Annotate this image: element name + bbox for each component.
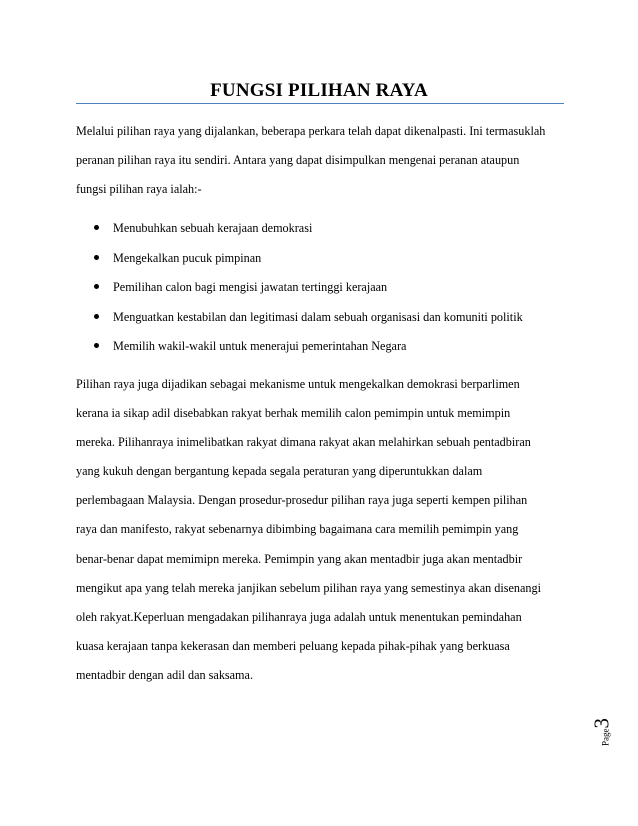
- intro-paragraph: [76, 124, 576, 211]
- paragraph-line: oleh rakyat.Keperluan mengadakan pilihanraya juga adalah untuk menentukan pemindahan: [76, 609, 522, 624]
- list-item: [76, 310, 523, 340]
- list-item: [76, 280, 523, 310]
- list-item-text: Pemilihan calon bagi mengisi jawatan tertinggi kerajaan: [113, 280, 388, 295]
- bullet-icon: [94, 343, 99, 348]
- list-item: [76, 251, 523, 281]
- title-underline: [76, 103, 564, 104]
- bullet-icon: [94, 255, 99, 260]
- paragraph-line: Pilihan raya juga dijadikan sebagai mekanisme untuk mengekalkan demokrasi berparlimen: [76, 377, 520, 391]
- paragraph-line: mentadbir dengan adil dan saksama.: [76, 667, 253, 682]
- list-item: [76, 221, 523, 251]
- list-item-text: Menguatkan kestabilan dan legitimasi dalam sebuah organisasi dan komuniti politik: [113, 309, 523, 324]
- paragraph-line: perlembagaan Malaysia. Dengan prosedur-prosedur pilihan raya juga seperti kempen pilihan: [76, 493, 528, 508]
- paragraph-line: kerana ia sikap adil disebabkan rakyat berhak memilih calon pemimpin untuk memimpin: [76, 406, 511, 421]
- paragraph-line: fungsi pilihan raya ialah:-: [76, 182, 202, 196]
- list-item: [76, 339, 523, 369]
- paragraph-line: benar-benar dapat memimipn mereka. Pemimpin yang akan mentadbir juga akan mentadbir: [76, 551, 523, 566]
- paragraph-line: yang kukuh dengan bergantung kepada segala peraturan yang diperuntukkan dalam: [76, 464, 483, 479]
- paragraph-line: mengikut apa yang telah mereka janjikan sebelum pilihan raya yang semestinya akan disenangi: [76, 580, 541, 595]
- list-item-text: Mengekalkan pucuk pimpinan: [113, 250, 262, 265]
- bullet-icon: [94, 225, 99, 230]
- bullet-icon: [94, 284, 99, 289]
- bullet-icon: [94, 314, 99, 319]
- paragraph-line: mereka. Pilihanraya inimelibatkan rakyat dimana rakyat akan melahirkan sebuah pentadbiran: [76, 435, 531, 450]
- paragraph-line: Melalui pilihan raya yang dijalankan, beberapa perkara telah dapat dikenalpasti. Ini termasuklah: [76, 124, 546, 138]
- body-paragraph: [76, 377, 576, 697]
- list-item-text: Memilih wakil-wakil untuk menerajui pemerintahan Negara: [113, 339, 407, 354]
- page-title: FUNGSI PILIHAN RAYA: [210, 80, 428, 101]
- page-number: 3: [589, 718, 614, 729]
- function-list: [76, 221, 523, 369]
- page-number-label: [588, 708, 616, 756]
- page-word: Page: [600, 728, 611, 746]
- paragraph-line: kuasa kerajaan tanpa kekerasan dan memberi peluang kepada pihak-pihak yang berkuasa: [76, 638, 510, 653]
- list-item-text: Menubuhkan sebuah kerajaan demokrasi: [113, 221, 313, 235]
- paragraph-line: peranan pilihan raya itu sendiri. Antara yang dapat disimpulkan mengenai peranan ataupun: [76, 153, 520, 167]
- paragraph-line: raya dan manifesto, rakyat sebenarnya dibimbing bagaimana cara memilih pemimpin yang: [76, 522, 519, 537]
